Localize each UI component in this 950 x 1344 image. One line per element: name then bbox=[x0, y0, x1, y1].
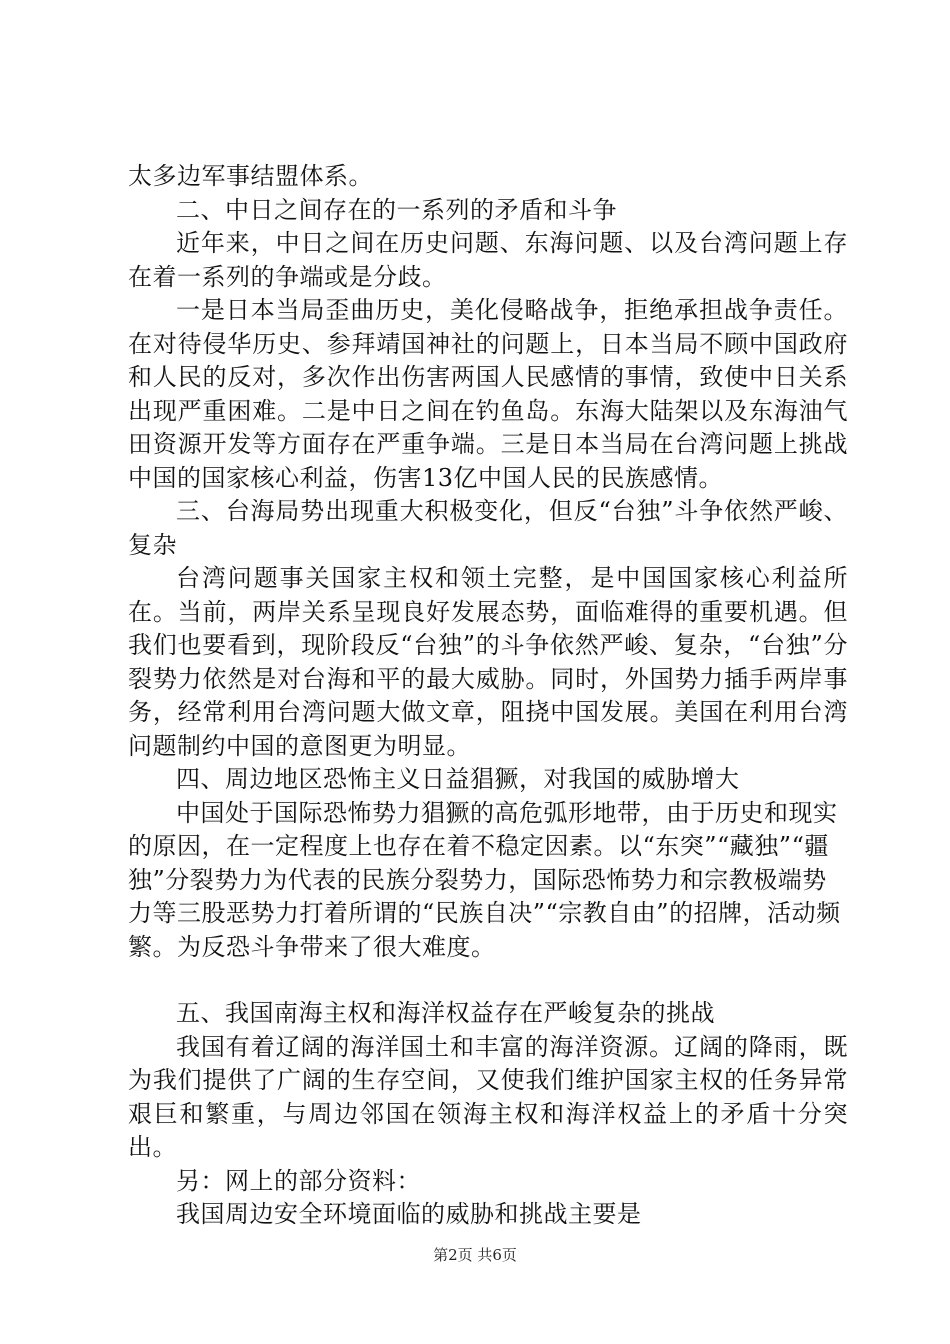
section-heading-3: 三、台海局势出现重大积极变化，但反“台独”斗争依然严峻、复杂 bbox=[128, 497, 848, 559]
paragraph-sino-japan-details: 一是日本当局歪曲历史，美化侵略战争，拒绝承担战争责任。在对待侵华历史、参拜靖国神社的问题上，日本当局不顾中国政府和人民的反对，多次作出伤害两国人民感情的事情，致使中日关系出现严重困难。二是中日之间在钓鱼岛。东海大陆架以及东海油气田资源开发等方面存在严重争端。三是日本当局在台湾问题上挑战中国的国家核心利益，伤害13亿中国人民的民族感情。 bbox=[128, 296, 848, 492]
document-body bbox=[128, 160, 848, 1232]
paragraph-maritime: 我国有着辽阔的海洋国土和丰富的海洋资源。辽阔的降雨，既为我们提供了广阔的生存空间，又使我们维护国家主权的任务异常艰巨和繁重，与周边邻国在领海主权和海洋权益上的矛盾十分突出。 bbox=[128, 1032, 848, 1161]
section-heading-4: 四、周边地区恐怖主义日益猖獗，对我国的威胁增大 bbox=[176, 765, 740, 793]
blank-line bbox=[128, 964, 848, 997]
paragraph-terrorism: 中国处于国际恐怖势力猖獗的高危弧形地带，由于历史和现实的原因，在一定程度上也存在着不稳定因素。以“东突”“藏独”“疆独”分裂势力为代表的民族分裂势力，国际恐怖势力和宗教极端势力等三股恶势力打着所谓的“民族自决”“宗教自由”的招牌，活动频繁。为反恐斗争带来了很大难度。 bbox=[128, 798, 841, 961]
paragraph-intro-sino-japan: 近年来，中日之间在历史问题、东海问题、以及台湾问题上存在着一系列的争端或是分歧。 bbox=[128, 229, 848, 291]
paragraph-threats: 我国周边安全环境面临的威胁和挑战主要是 bbox=[176, 1200, 642, 1228]
section-heading-2: 二、中日之间存在的一系列的矛盾和斗争 bbox=[176, 195, 617, 224]
paragraph-taiwan: 台湾问题事关国家主权和领土完整，是中国国家核心利益所在。当前，两岸关系呈现良好发展态势，面临难得的重要机遇。但我们也要看到，现阶段反“台独”的斗争依然严峻、复杂，“台独”分裂势力依然是对台海和平的最大威胁。同时，外国势力插手两岸事务，经常利用台湾问题大做文章，阻挠中国发展。美国在利用台湾问题制约中国的意图更为明显。 bbox=[128, 564, 848, 760]
paragraph-continuation: 太多边军事结盟体系。 bbox=[128, 162, 373, 190]
section-heading-5: 五、我国南海主权和海洋权益存在严峻复杂的挑战 bbox=[176, 999, 715, 1027]
page-number-footer: 第2页 共6页 bbox=[433, 1246, 517, 1264]
paragraph-note: 另：网上的部分资料： bbox=[176, 1166, 421, 1195]
